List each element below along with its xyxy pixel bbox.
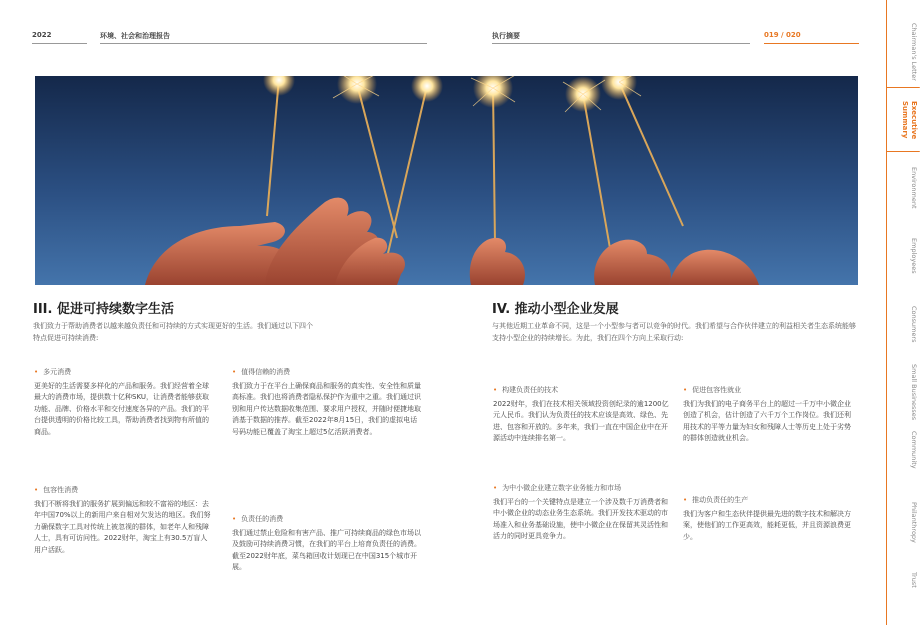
item-title: 推动负责任的生产 xyxy=(692,496,749,504)
right-item-digital xyxy=(493,483,673,543)
item-title: 构建负责任的技术 xyxy=(502,386,559,394)
bullet-dot-icon: • xyxy=(683,386,688,394)
item-body: 我们为客户和生态伙伴提供最先进的数字技术和解决方案，使他们的工作更高效，能耗更低，并且资源浪费更少。 xyxy=(683,509,851,541)
tab-consumers[interactable]: Consumers xyxy=(910,305,918,343)
tab-environment[interactable]: Environment xyxy=(910,167,918,209)
tab-small-businesses[interactable]: Small Businesses xyxy=(910,363,918,421)
header-section: 执行摘要 xyxy=(492,31,750,44)
tab-trust[interactable]: Trust xyxy=(910,572,918,588)
page-number: 019 / 020 xyxy=(764,31,859,44)
item-body: 更美好的生活需要多样化的产品和服务。我们经营着全球最大的消费市场，提供数十亿种SKU，让消费者能够获取功能、品牌、价格水平和交付速度各异的产品。我们的平台提供透明的价格比较工具，帮助消费者找到物有所值的商品。 xyxy=(34,381,209,436)
header-year: 2022 xyxy=(32,31,87,44)
item-title: 值得信赖的消费 xyxy=(241,368,291,376)
left-item-responsible xyxy=(232,514,424,574)
bullet-dot-icon: • xyxy=(34,368,39,376)
right-item-tech xyxy=(493,385,673,445)
bullet-dot-icon: • xyxy=(34,486,39,494)
item-body: 我们致力于在平台上确保商品和服务的真实性、安全性和质量高标准。我们也将消费者隐私保护作为重中之重。我们通过识别和用户传达数据收集范围、要求用户授权，并随时便捷地取消基于数据的推荐。截至2022年8月15日，我们的虚拟电话号码功能已覆盖了淘宝上超过5亿活跃消费者。 xyxy=(232,381,421,436)
item-body: 我们平台的一个关键特点是建立一个涉及数千万消费者和中小微企业的动态业务生态系统。我们开发技术驱动的市场准入和业务基础设施，使中小微企业在保留其灵活性和活力的同时更具竞争力。 xyxy=(493,497,668,540)
item-body: 2022财年，我们在技术相关领域投资创纪录的逾1200亿元人民币。我们认为负责任的技术应该是高效、绿色、先进、包容和开放的。多年来，我们一直在中国企业中在开源活动中连续排名第一。 xyxy=(493,399,669,442)
right-intro: 与其他近期工业革命不同，这是一个小型参与者可以竞争的时代。我们希望与合作伙伴建立的利益相关者生态系统能够支持小型企业的持续增长。为此，我们在四个方向上采取行动: xyxy=(492,322,856,342)
tab-employees[interactable]: Employees xyxy=(910,238,918,274)
left-intro: 我们致力于帮助消费者以越来越负责任和可持续的方式实现更好的生活。我们通过以下四个特点促进可持续消费: xyxy=(33,322,313,342)
bullet-dot-icon: • xyxy=(683,496,688,504)
right-item-employment xyxy=(683,385,857,445)
left-item-trusted xyxy=(232,367,424,438)
item-body: 我们为我们的电子商务平台上的超过一千万中小微企业创造了机会，估计创造了六千万个工作岗位。我们还利用技术的平等力量为妇女和残障人士等历史上处于劣势的群体创造就业机会。 xyxy=(683,399,851,442)
left-item-inclusive xyxy=(34,485,214,556)
right-item-production xyxy=(683,495,857,543)
left-heading: III. 促进可持续数字生活 xyxy=(33,302,174,317)
right-heading: IV. 推动小型企业发展 xyxy=(492,302,619,317)
section-sidebar xyxy=(886,0,920,625)
tab-community[interactable]: Community xyxy=(910,431,918,469)
item-title: 包容性消费 xyxy=(43,486,79,494)
tab-executive-summary[interactable]: Executive Summary xyxy=(901,100,918,140)
tab-philanthropy[interactable]: Philanthropy xyxy=(910,501,918,543)
item-body: 我们通过禁止危险和有害产品、推广可持续商品的绿色市场以及鼓励可持续消费习惯，在我们的平台上培育负责任的消费。截至2022财年底，菜鸟箱回收计划现已在中国315个城市开展。 xyxy=(232,528,421,571)
header-report-title: 环境、社会和治理报告 xyxy=(100,31,427,44)
item-title: 促进包容性就业 xyxy=(692,386,742,394)
item-title: 多元消费 xyxy=(43,368,72,376)
item-title: 为中小微企业建立数字业务能力和市场 xyxy=(502,484,622,492)
bullet-dot-icon: • xyxy=(232,515,237,523)
item-body: 我们不断将我们的服务扩展到偏远和较不富裕的地区：去年中国70%以上的新用户来自相对欠发达的地区。我们努力确保数字工具对传统上被忽视的群体，如老年人和残障人士，具有可访问性。2022财年，淘宝上有30.5万盲人用户活跃。 xyxy=(34,499,211,554)
tab-chairmans-letter[interactable]: Chairman's Letter xyxy=(910,23,918,81)
item-title: 负责任的消费 xyxy=(241,515,284,523)
bullet-dot-icon: • xyxy=(493,484,498,492)
bullet-dot-icon: • xyxy=(232,368,237,376)
sparklers-photo xyxy=(35,76,858,285)
left-item-diverse xyxy=(34,367,214,438)
bullet-dot-icon: • xyxy=(493,386,498,394)
